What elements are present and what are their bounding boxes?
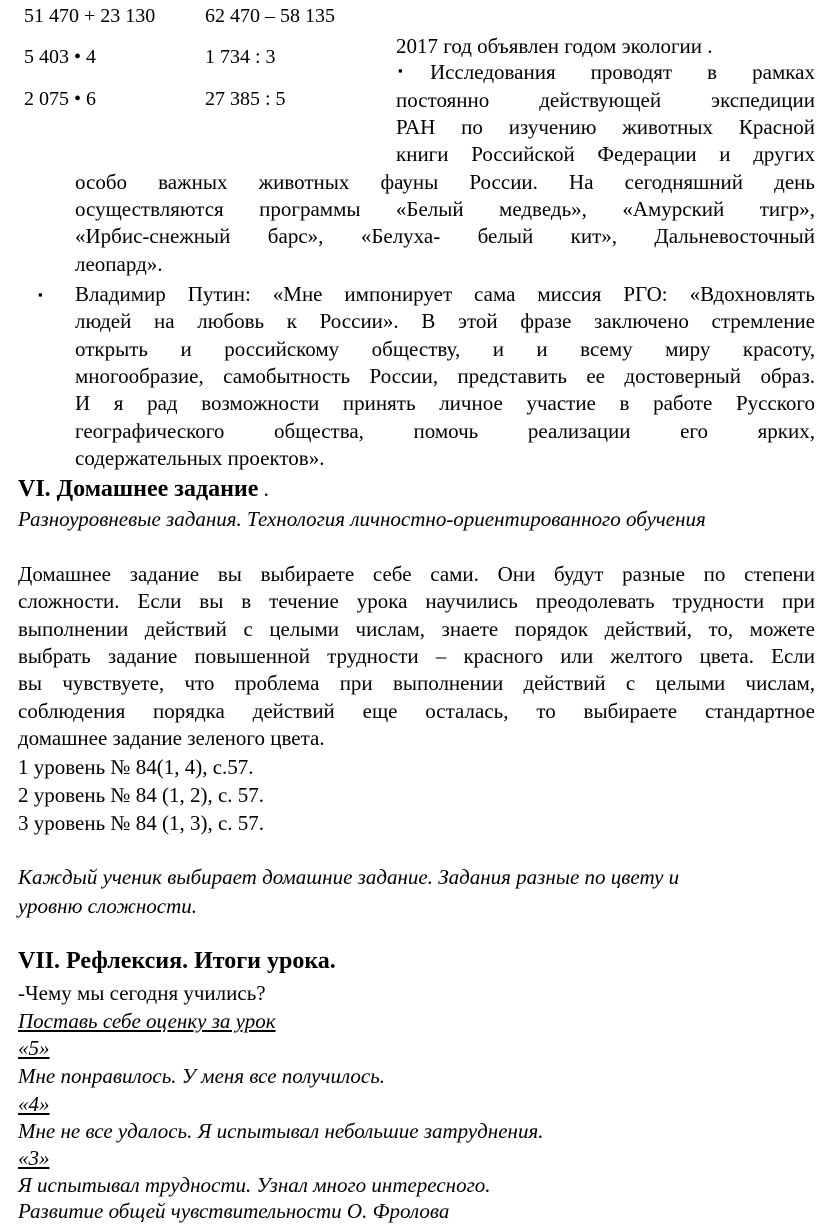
section-6-title-suffix: . [258,477,269,501]
putin-quote-line: Владимир Путин: «Мне импонирует сама миссия РГО: «Вдохновлять [75,282,815,306]
homework-paragraph-line: вы чувствуете, что проблема при выполнении действий с целыми числам, [18,671,815,695]
grade-description: Я испытывал трудности. Узнал много интересного. [18,1173,491,1197]
homework-paragraph-line: выполнении действий с целыми числам, знаете порядок действий, то, можете [18,617,815,641]
putin-quote-line: географического общества, помочь реализации его ярких, [75,419,815,443]
example-3-1: 2 075 • 6 [24,88,97,110]
bullet-icon: ▪ [398,63,403,78]
grade-description: Мне не все удалось. Я испытывал небольшие затруднения. [18,1119,544,1143]
grade-mark: «4» [18,1092,50,1116]
putin-quote-line: людей на любовь к России». В этой фразе заключено стремление [75,309,815,333]
research-line: особо важных животных фауны России. На сегодняшний день [75,170,815,194]
homework-paragraph-line: выбрать задание повышенной трудности – красного или желтого цвета. Если [18,644,815,668]
research-line: книги Российской Федерации и других [396,142,815,166]
research-line: РАН по изучению животных Красной [396,115,815,139]
homework-level: 2 уровень № 84 (1, 2), с. 57. [18,783,265,807]
section-7-title: VII. Рефлексия. Итоги урока. [18,948,336,974]
example-1-1: 51 470 + 23 130 [24,5,156,27]
credit-line: Развитие общей чувствительности О. Фролова [18,1199,450,1223]
example-1-2: 62 470 – 58 135 [205,5,335,27]
research-line: осуществляются программы «Белый медведь», «Амурский тигр», [75,197,815,221]
example-3-2: 27 385 : 5 [205,88,286,110]
putin-quote-line: многообразие, самобытность России, представить ее достоверный образ. [75,364,815,388]
homework-paragraph-line: Домашнее задание вы выбираете себе сами. Они будут разные по степени [18,562,815,586]
grade-mark: «5» [18,1036,50,1060]
section-6-heading [18,475,269,503]
ecology-year-line: 2017 год объявлен годом экологии . [396,34,713,58]
research-line: Исследования проводят в рамках [430,60,815,84]
grade-mark: «3» [18,1146,50,1170]
research-line: леопард». [75,252,163,276]
research-line: «Ирбис-снежный барс», «Белуха- белый кит», Дальневосточный [75,224,815,248]
example-2-2: 1 734 : 3 [205,46,276,68]
reflection-question: -Чему мы сегодня учились? [18,981,266,1005]
homework-paragraph-line: сложности. Если вы в течение урока научились преодолевать трудности при [18,589,815,613]
example-2-1: 5 403 • 4 [24,46,97,68]
putin-quote-line: содержательных проектов». [75,446,325,470]
homework-paragraph-line: соблюдения порядка действий еще осталась, то выбираете стандартное [18,699,815,723]
putin-quote-line: открыть и российскому обществу, и и всему миру красоту, [75,337,815,361]
section-6-subtitle: Разноуровневые задания. Технология личностно-ориентированного обучения [18,507,706,531]
homework-note-line: Каждый ученик выбирает домашние задание. Задания разные по цвету и [18,865,680,889]
putin-quote-line: И я рад возможности принять личное участие в работе Русского [75,391,815,415]
section-6-title: VI. Домашнее задание [18,476,259,502]
bullet-icon: ▪ [38,287,43,302]
homework-level: 1 уровень № 84(1, 4), с.57. [18,755,254,779]
grade-prompt: Поставь себе оценку за урок [18,1009,276,1033]
research-line: постоянно действующей экспедиции [396,88,815,112]
homework-paragraph-line: домашнее задание зеленого цвета. [18,726,325,750]
grade-description: Мне понравилось. У меня все получилось. [18,1064,386,1088]
homework-level: 3 уровень № 84 (1, 3), с. 57. [18,811,265,835]
homework-note-line: уровню сложности. [18,894,198,918]
